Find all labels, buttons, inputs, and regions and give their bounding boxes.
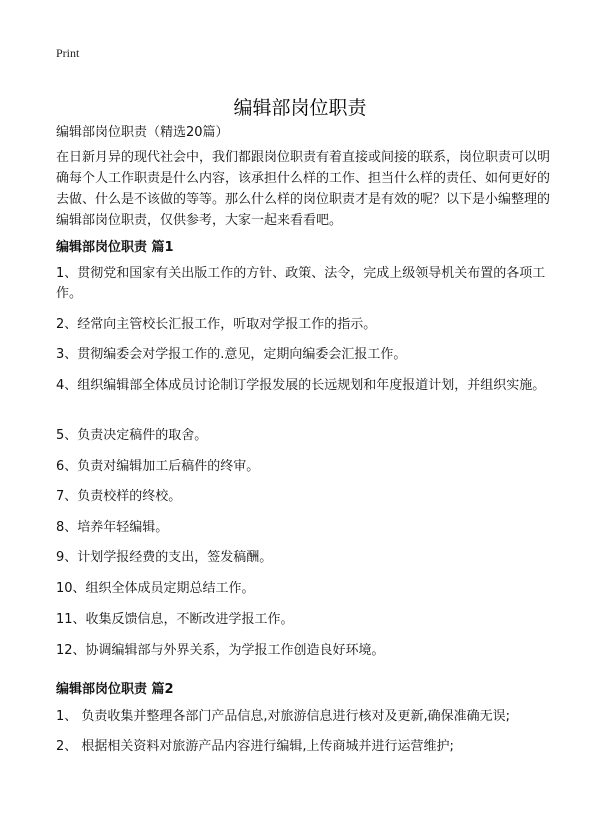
list-item: 6、负责对编辑加工后稿件的终审。 <box>56 459 260 474</box>
list-item: 7、负责校样的终校。 <box>56 489 182 504</box>
list-item: 9、计划学报经费的支出，签发稿酬。 <box>56 550 273 565</box>
intro-paragraph: 在日新月异的现代社会中，我们都跟岗位职责有着直接或间接的联系，岗位职责可以明确每个人工作职责是什么内容，该承担什么样的工作、担当什么样的责任、如何更好的去做、什么是不该做的等等。那么什么样的岗位职责才是有效的呢？以下是小编整理的编辑部岗位职责，仅供参考，大家一起来看看吧。 <box>56 150 551 228</box>
list-item: 8、培养年轻编辑。 <box>56 520 169 535</box>
section-heading: 编辑部岗位职责 篇1 <box>56 240 174 255</box>
list-item: 4、组织编辑部全体成员讨论制订学报发展的长远规划和年度报道计划，并组织实施。 <box>56 378 546 393</box>
document-title: 编辑部岗位职责 <box>233 96 367 119</box>
list-item: 1、 负责收集并整理各部门产品信息,对旅游信息进行核对及更新,确保准确无误; <box>56 709 511 724</box>
list-item: 10、组织全体成员定期总结工作。 <box>56 581 255 596</box>
print-link[interactable]: Print <box>56 46 80 60</box>
list-item: 12、协调编辑部与外界关系，为学报工作创造良好环境。 <box>56 643 385 658</box>
list-item: 2、经常向主管校长汇报工作，听取对学报工作的指示。 <box>56 317 377 332</box>
section-heading: 编辑部岗位职责 篇2 <box>56 682 174 697</box>
list-item: 1、贯彻党和国家有关出版工作的方针、政策、法令，完成上级领导机关布置的各项工作。 <box>56 266 546 301</box>
document-subtitle: 编辑部岗位职责（精选20篇） <box>56 125 229 140</box>
list-item: 2、 根据相关资料对旅游产品内容进行编辑,上传商城并进行运营维护; <box>56 739 454 754</box>
list-item: 3、贯彻编委会对学报工作的.意见，定期向编委会汇报工作。 <box>56 347 407 362</box>
list-item: 5、负责决定稿件的取舍。 <box>56 428 208 443</box>
list-item: 11、收集反馈信息，不断改进学报工作。 <box>56 612 294 627</box>
